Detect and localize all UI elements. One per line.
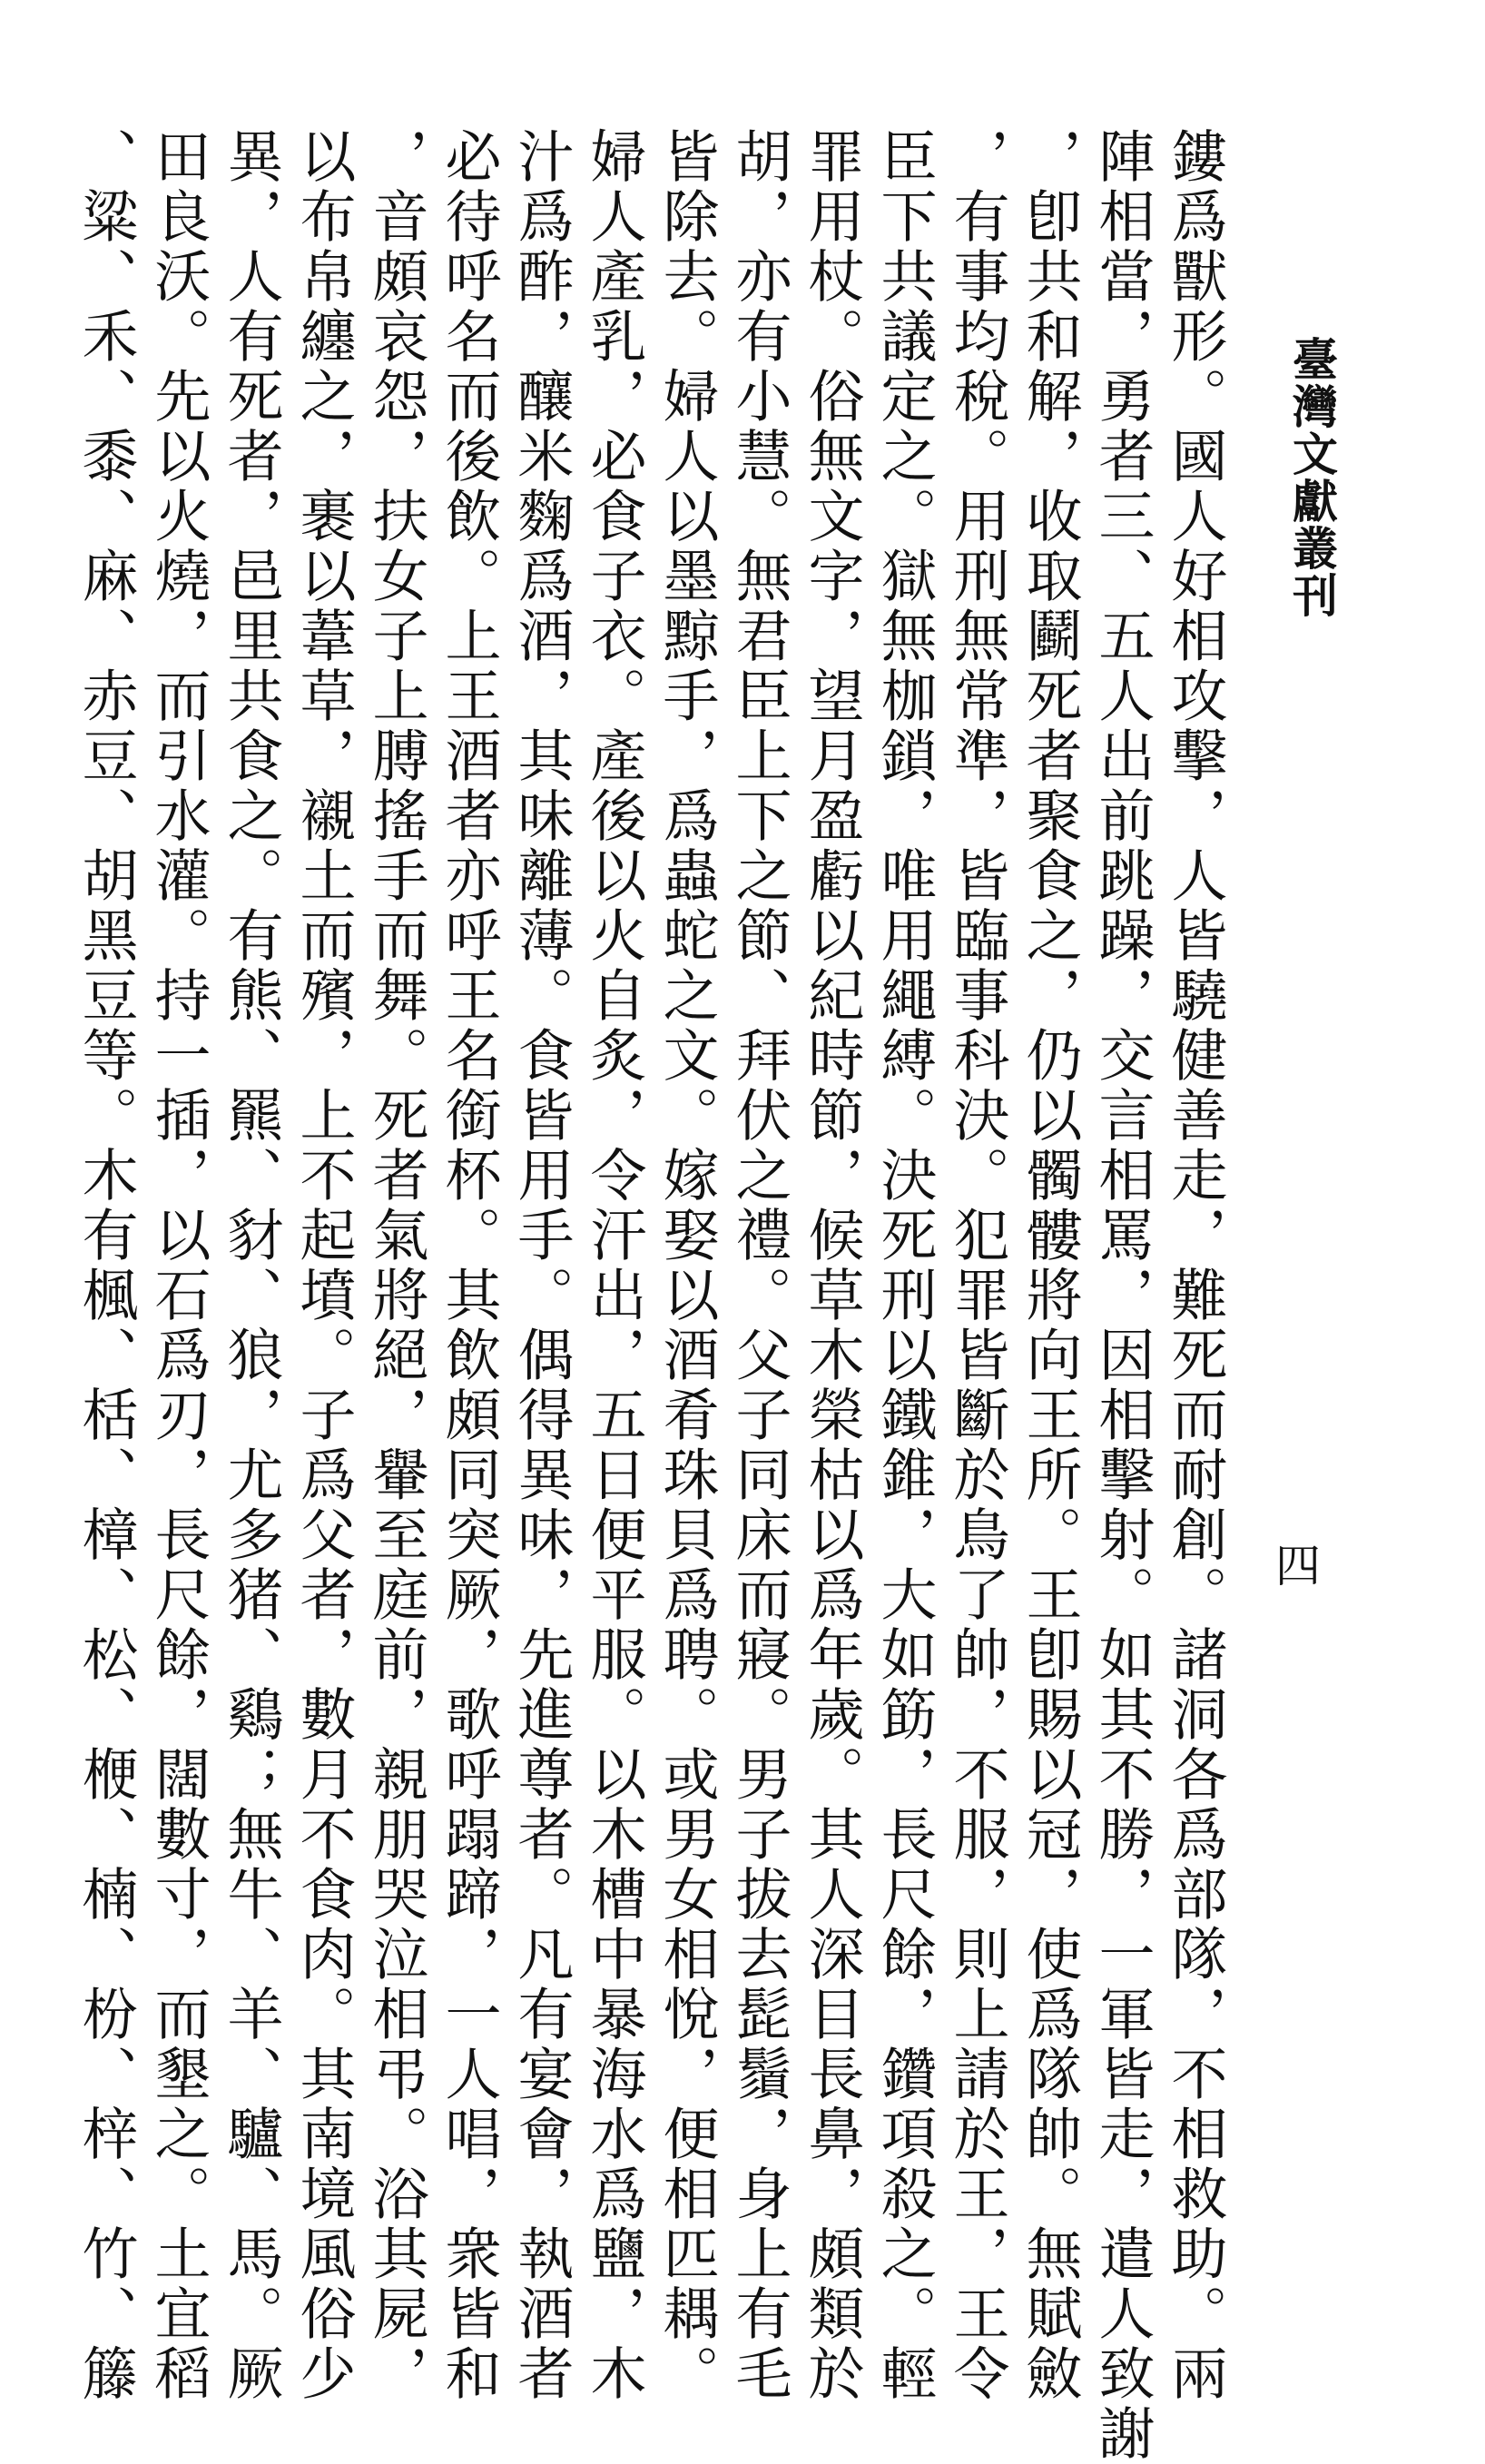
text-column-1: 鏤爲獸形。國人好相攻擊，人皆驍健善走，難死而耐創。諸洞各爲部隊，不相救助。兩 (1162, 127, 1228, 2404)
page-header-title: 臺灣文獻叢刊 (1285, 336, 1339, 619)
text-column-2: 陣相當，勇者三、五人出前跳躁，交言相罵，因相擊射。如其不勝，一軍皆走，遣人致謝 (1089, 127, 1156, 2464)
text-column-7: 胡，亦有小慧。無君臣上下之節、拜伏之禮。父子同床而寢。男子拔去髭鬚，身上有毛 (726, 127, 792, 2404)
page-number: 四 (1275, 1540, 1321, 1592)
text-column-5: 臣下共議定之。獄無枷鎖，唯用繩縛。決死刑以鐵錐，大如筯，長尺餘，鑽項殺之。輕 (871, 127, 938, 2404)
text-column-16: 、粱、禾、黍、麻、赤豆、胡黑豆等。木有楓、栝、樟、松、楩、楠、枌、梓、竹、籐 (73, 127, 139, 2404)
text-column-8: 皆除去。婦人以墨黥手，爲蟲蛇之文。嫁娶以酒肴珠貝爲聘。或男女相悅，便相匹耦。 (654, 127, 720, 2404)
text-column-11: 必待呼名而後飲。上王酒者亦呼王名銜杯。其飲頗同突厥，歌呼蹋蹄，一人唱，衆皆和 (436, 127, 502, 2404)
text-column-14: 異，人有死者，邑里共食之。有熊、羆、豺、狼，尤多猪、鷄；無牛、羊、驢、馬。厥 (218, 127, 284, 2404)
text-column-10: 汁爲酢，釀米麴爲酒，其味離薄。食皆用手。偶得異味，先進尊者。凡有宴會，執酒者 (508, 127, 575, 2404)
text-column-15: 田良沃。先以火燒，而引水灌。持一插，以石爲刃，長尺餘，闊數寸，而墾之。土宜稻 (145, 127, 211, 2404)
text-column-4: ，有事均稅。用刑無常準，皆臨事科決。犯罪皆斷於鳥了帥，不服，則上請於王，王令 (944, 127, 1010, 2404)
text-column-6: 罪用杖。俗無文字，望月盈虧以紀時節，候草木榮枯以爲年歲。其人深目長鼻，頗類於 (799, 127, 865, 2404)
text-column-12: ，音頗哀怨，扶女子上膊搖手而舞。死者氣將絕，轝至庭前，親朋哭泣相弔。浴其屍， (363, 127, 429, 2404)
text-column-9: 婦人產乳，必食子衣。產後以火自炙，令汗出，五日便平服。以木槽中暴海水爲鹽，木 (581, 127, 647, 2404)
text-column-13: 以布帛纏之，裹以葦草，襯土而殯，上不起墳。子爲父者，數月不食肉。其南境風俗少 (290, 127, 357, 2404)
body-text (33, 127, 1231, 2464)
text-column-3: ，卽共和解，收取鬬死者聚食之，仍以髑髏將向王所。王卽賜以冠，使爲隊帥。無賦斂 (1017, 127, 1083, 2404)
